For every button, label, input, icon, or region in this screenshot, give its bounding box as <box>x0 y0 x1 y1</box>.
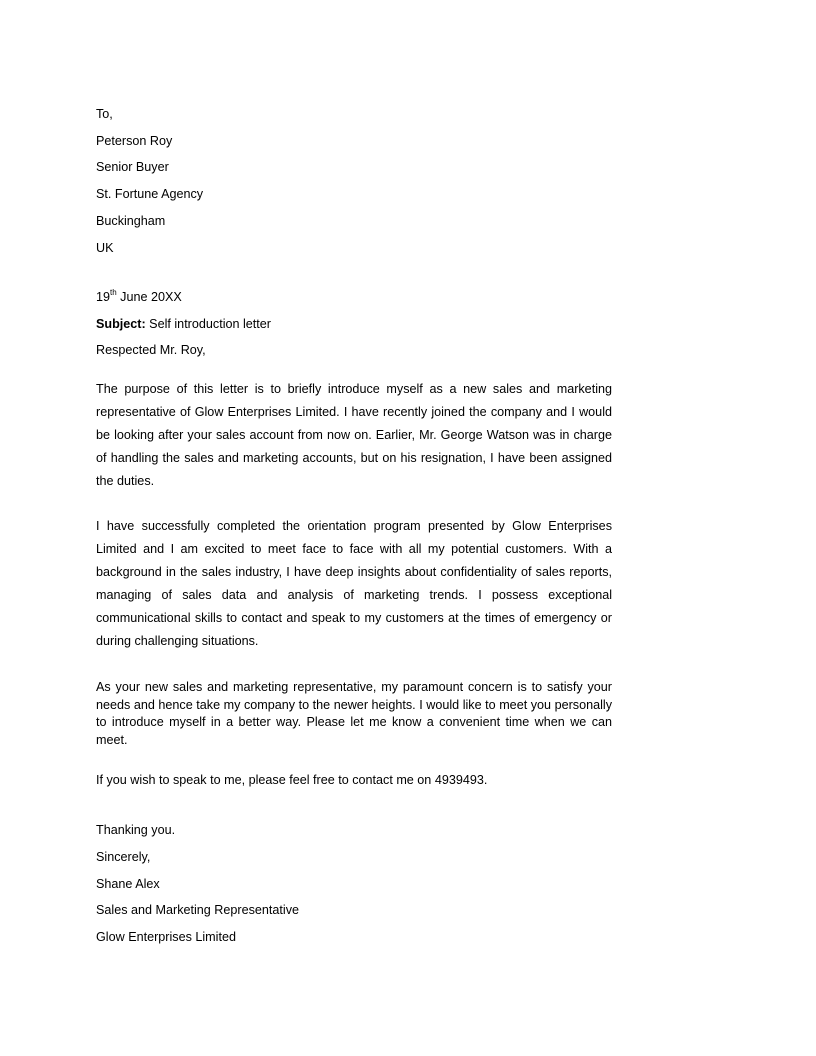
sender-name: Shane Alex <box>96 877 160 891</box>
sender-company: Glow Enterprises Limited <box>96 930 236 944</box>
body-paragraph-2: I have successfully completed the orientation program presented by Glow Enterprises Limited and I am excited to meet face to face with all my potential customers. With a background in the sales industry, I have deep insights about confidentiality of sales reports, managing of sales data and analysis of marketing trends. I possess exceptional communicational skills to contact and speak to my customers at the times of emergency or during challenging situations. <box>96 519 612 648</box>
closing-thanks: Thanking you. <box>96 823 176 837</box>
closing-sign-off: Sincerely, <box>96 850 151 864</box>
letter-date <box>96 289 182 305</box>
recipient-title: Senior Buyer <box>96 160 169 174</box>
subject-label: Subject: <box>96 317 146 331</box>
body-paragraph-3: As your new sales and marketing representative, my paramount concern is to satisfy your needs and hence take my company to the newer heights. I would like to meet you personally to introduce myself in a better way. Please let me know a convenient time when we can meet. <box>96 680 612 747</box>
recipient-name: Peterson Roy <box>96 134 173 148</box>
date-rest: June 20XX <box>116 290 182 304</box>
subject-line <box>96 316 271 332</box>
date-day: 19 <box>96 290 111 304</box>
body-paragraph-1: The purpose of this letter is to briefly introduce myself as a new sales and marketing representative of Glow Enterprises Limited. I have recently joined the company and I would be looking after your sales account from now on. Earlier, Mr. George Watson was in charge of handling the sales and marketing accounts, but on his resignation, I have been assigned the duties. <box>96 382 612 488</box>
recipient-to-line: To, <box>96 107 113 121</box>
recipient-country: UK <box>96 241 114 255</box>
recipient-city: Buckingham <box>96 214 166 228</box>
contact-line: If you wish to speak to me, please feel free to contact me on 4939493. <box>96 773 488 787</box>
greeting: Respected Mr. Roy, <box>96 343 206 357</box>
sender-title: Sales and Marketing Representative <box>96 903 300 917</box>
subject-text: Self introduction letter <box>145 317 271 331</box>
recipient-organization: St. Fortune Agency <box>96 187 204 201</box>
date-day-suffix: th <box>110 287 117 297</box>
